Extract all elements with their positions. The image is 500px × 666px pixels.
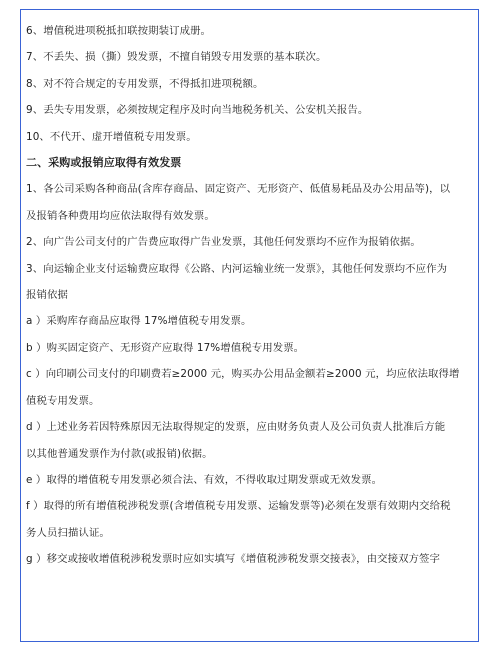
sub-item-e: e ）取得的增值税专用发票必须合法、有效，不得收取过期发票或无效发票。 — [26, 473, 383, 486]
sub-item-g: g ）移交或接收增值税涉税发票时应如实填写《增值税涉税发票交接表》，由交接双方签字 — [26, 553, 441, 566]
section-item-1-line-1: 1、各公司采购各种商品(含库存商品、固定资产、无形资产、低值易耗品及办公用品等)，以 — [26, 183, 451, 196]
item-8: 8、对不符合规定的专用发票，不得抵扣进项税额。 — [26, 77, 264, 90]
item-9: 9、丢失专用发票，必须按规定程序及时向当地税务机关、公安机关报告。 — [26, 104, 369, 117]
sub-item-b: b ）购买固定资产、无形资产应取得 17%增值税专用发票。 — [26, 341, 305, 354]
section-item-3-line-2: 报销依据 — [26, 289, 68, 302]
item-10: 10、不代开、虚开增值税专用发票。 — [26, 130, 197, 143]
section-item-3-line-1: 3、向运输企业支付运输费应取得《公路、内河运输业统一发票》，其他任何发票均不应作为 — [26, 262, 448, 275]
sub-item-d-line-2: 以其他普通发票作为付款(或报销)依据。 — [26, 447, 213, 460]
sub-item-f-line-1: f ）取得的所有增值税涉税发票(含增值税专用发票、运输发票等)必须在发票有效期内交给税 — [26, 500, 451, 513]
sub-item-a: a ）采购库存商品应取得 17%增值税专用发票。 — [26, 315, 252, 328]
item-7: 7、不丢失、损（撕）毁发票，不擅自销毁专用发票的基本联次。 — [26, 51, 327, 64]
document-body — [26, 18, 466, 573]
sub-item-f-line-2: 务人员扫描认证。 — [26, 526, 110, 539]
section-heading: 二、采购或报销应取得有效发票 — [26, 156, 182, 170]
sub-item-d-line-1: d ）上述业务若因特殊原因无法取得规定的发票，应由财务负责人及公司负责人批准后方能 — [26, 421, 446, 434]
sub-item-c-line-2: 值税专用发票。 — [26, 394, 100, 407]
section-item-2: 2、向广告公司支付的广告费应取得广告业发票，其他任何发票均不应作为报销依据。 — [26, 236, 421, 249]
sub-item-c-line-1: c ）向印刷公司支付的印刷费若≥2000 元，购买办公用品金额若≥2000 元，均应依法取得增 — [26, 368, 460, 381]
item-6: 6、增值税进项税抵扣联按期装订成册。 — [26, 25, 212, 37]
section-item-1-line-2: 及报销各种费用均应依法取得有效发票。 — [26, 209, 215, 222]
